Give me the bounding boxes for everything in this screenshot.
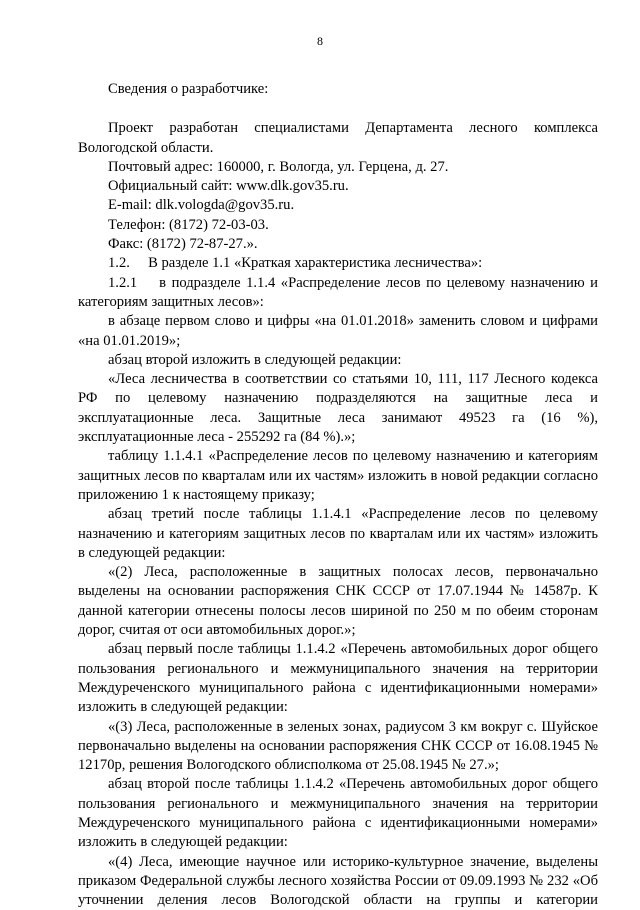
paragraph-abzac-after-1-1-4-2-first: абзац первый после таблицы 1.1.4.2 «Перечень автомобильных дорог общего пользования регионального и межмуниципального значения на территории Междуреченского муниципального района с идентификационными номерами» изложить в следующей редакции:	[78, 641, 598, 716]
paragraph-website: Официальный сайт: www.dlk.gov35.ru.	[108, 178, 349, 195]
paragraph-quote-3: «(3) Леса, расположенные в зеленых зонах, радиусом 3 км вокруг с. Шуйское первоначально выделены на основании распоряжения СНК СССР от 16.08.1945 № 12170р, решения Вологодского облисполкома от 25.08.1945 № 27.»;	[78, 718, 598, 774]
paragraph-1-2: 1.2. В разделе 1.1 «Краткая характеристика лесничества»:	[108, 255, 483, 272]
paragraph-abzac-2: абзац второй изложить в следующей редакции:	[108, 351, 402, 368]
paragraph-table-1-1-4-1: таблицу 1.1.4.1 «Распределение лесов по целевому назначению и категориям защитных лесов по кварталам или их частям» изложить в новой редакции согласно приложению 1 к настоящему приказу;	[78, 448, 598, 503]
paragraph-developer: Проект разработан специалистами Департамента лесного комплекса Вологодской области.	[78, 120, 598, 156]
document-body	[78, 80, 598, 910]
paragraph-quote-2: «(2) Леса, расположенные в защитных полосах лесов, первоначально выделены на основании распоряжения СНК СССР от 17.07.1944 № 14587р. К данной категории отнесены полосы лесов шириной по 250 м по обеим сторонам дорог, считая от оси автомобильных дорог.»;	[78, 564, 598, 639]
paragraph-quote-1: «Леса лесничества в соответствии со статьями 10, 111, 117 Лесного кодекса РФ по целевому назначению подразделяются на защитные леса и эксплуатационные леса. Защитные леса занимают 49523 га (16 %), эксплуатационные леса - 255292 га (84 %).»;	[78, 371, 598, 446]
paragraph-abzac-after-1-1-4-2-second: абзац второй после таблицы 1.1.4.2 «Перечень автомобильных дорог общего пользования регионального и межмуниципального значения на территории Междуреченского муниципального района с идентификационными номерами» изложить в следующей редакции:	[78, 776, 598, 851]
paragraph-fax: Факс: (8172) 72-87-27.».	[108, 236, 258, 253]
section-heading: Сведения о разработчике:	[108, 81, 269, 97]
paragraph-postal-address: Почтовый адрес: 160000, г. Вологда, ул. Герцена, д. 27.	[108, 158, 449, 175]
paragraph-abzac-3: абзац третий после таблицы 1.1.4.1 «Распределение лесов по целевому назначению и категориям защитных лесов по кварталам или их частям» изложить в следующей редакции:	[78, 506, 598, 561]
paragraph-quote-4: «(4) Леса, имеющие научное или историко-культурное значение, выделены приказом Федеральной службы лесного хозяйства России от 09.09.1993 № 232 «Об уточнении деления лесов Вологодской области на группы и категории	[78, 853, 598, 909]
paragraph-email: E-mail: dlk.vologda@gov35.ru.	[108, 197, 295, 214]
page-number: 8	[317, 34, 323, 48]
paragraph-1-2-1: 1.2.1 в подразделе 1.1.4 «Распределение лесов по целевому назначению и категориям защитных лесов»:	[78, 274, 598, 310]
paragraph-phone: Телефон: (8172) 72-03-03.	[108, 216, 269, 233]
paragraph-abzac-1: в абзаце первом слово и цифры «на 01.01.2018» заменить словом и цифрами «на 01.01.2019»;	[78, 313, 598, 349]
